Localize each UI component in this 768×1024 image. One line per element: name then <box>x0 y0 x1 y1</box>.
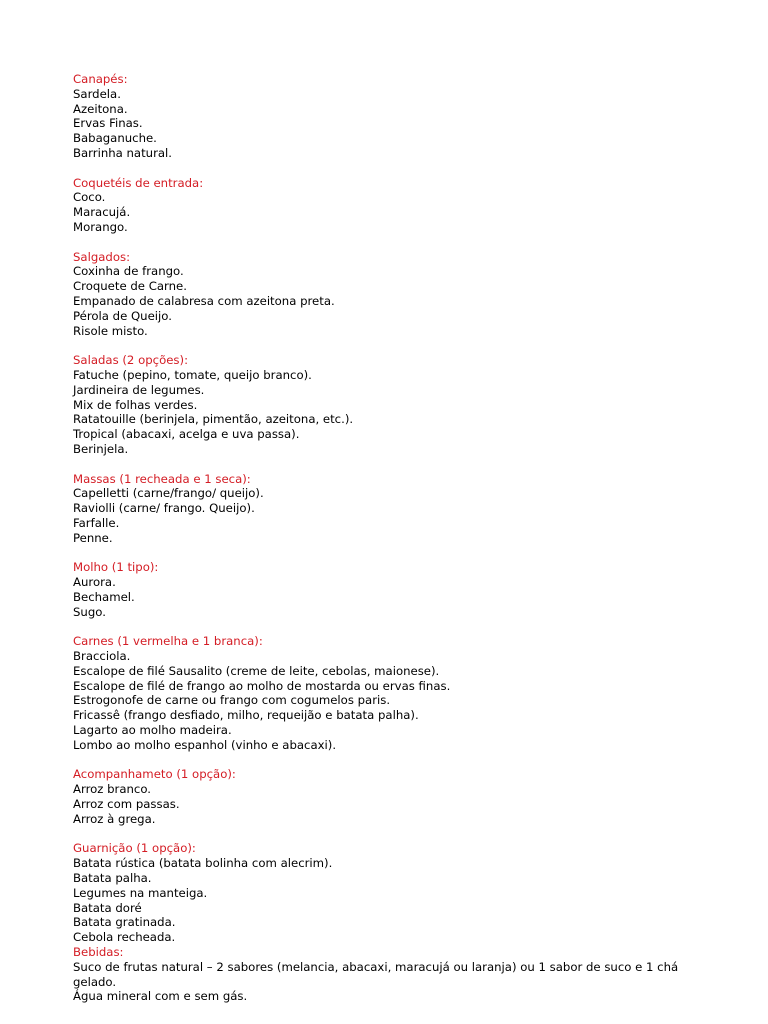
menu-item: Farfalle. <box>73 515 120 530</box>
menu-item: Bechamel. <box>73 589 135 604</box>
menu-item: Coxinha de frango. <box>73 264 184 279</box>
menu-item: Morango. <box>73 219 128 234</box>
menu-item: Arroz à grega. <box>73 811 156 826</box>
menu-section <box>73 634 703 752</box>
menu-item: Batata palha. <box>73 871 152 886</box>
menu-item: Jardineira de legumes. <box>73 382 205 397</box>
section-heading: Canapés: <box>73 72 128 86</box>
menu-item: Estrogonofe de carne ou frango com cogumelos paris. <box>73 693 391 708</box>
menu-section <box>73 472 703 546</box>
menu-item: Raviolli (carne/ frango. Queijo). <box>73 501 255 516</box>
menu-item: Babaganuche. <box>73 131 157 146</box>
menu-item: Ervas Finas. <box>73 116 143 131</box>
menu-item: Empanado de calabresa com azeitona preta. <box>73 293 335 308</box>
menu-section <box>73 176 703 235</box>
menu-item: Croquete de Carne. <box>73 279 187 294</box>
section-heading: Guarnição (1 opção): <box>73 841 196 856</box>
menu-item: Sardela. <box>73 86 121 101</box>
menu-item: Arroz branco. <box>73 782 152 797</box>
menu-section <box>73 767 703 826</box>
menu-item: Lombo ao molho espanhol (vinho e abacaxi). <box>73 737 337 752</box>
menu-item: Barrinha natural. <box>73 145 173 160</box>
menu-item: Escalope de filé de frango ao molho de mostarda ou ervas finas. <box>73 678 451 693</box>
section-heading: Carnes (1 vermelha e 1 branca): <box>73 634 263 649</box>
section-heading: Coquetéis de entrada: <box>73 175 204 190</box>
menu-item: Berinjela. <box>73 441 129 456</box>
section-heading: Bebidas: <box>73 945 124 960</box>
menu-item: Arroz com passas. <box>73 797 180 812</box>
menu-document <box>73 72 703 1004</box>
menu-section <box>73 841 703 945</box>
menu-item: Tropical (abacaxi, acelga e uva passa). <box>73 427 300 442</box>
menu-item: Ratatouille (berinjela, pimentão, azeitona, etc.). <box>73 412 354 427</box>
menu-section <box>73 353 703 457</box>
menu-item: Risole misto. <box>73 323 148 338</box>
menu-section <box>73 945 703 1004</box>
menu-section <box>73 72 703 161</box>
menu-item: Capelletti (carne/frango/ queijo). <box>73 486 264 501</box>
menu-item: Azeitona. <box>73 101 128 116</box>
menu-item: Batata doré <box>73 900 142 915</box>
menu-item: Batata gratinada. <box>73 915 176 930</box>
section-heading: Molho (1 tipo): <box>73 560 159 575</box>
section-heading: Salgados: <box>73 249 131 264</box>
menu-item: Batata rústica (batata bolinha com alecrim). <box>73 856 333 871</box>
section-heading: Massas (1 recheada e 1 seca): <box>73 471 251 486</box>
menu-item: Sugo. <box>73 604 106 619</box>
menu-item: Coco. <box>73 190 106 205</box>
section-heading: Saladas (2 opções): <box>73 353 189 368</box>
menu-item: Cebola recheada. <box>73 930 176 945</box>
menu-item: Maracujá. <box>73 205 131 220</box>
menu-item: Fatuche (pepino, tomate, queijo branco). <box>73 367 312 382</box>
menu-section <box>73 560 703 619</box>
menu-item: Água mineral com e sem gás. <box>73 989 248 1004</box>
section-heading: Acompanhameto (1 opção): <box>73 767 236 782</box>
menu-item: Aurora. <box>73 575 116 590</box>
menu-item: Penne. <box>73 530 113 545</box>
menu-item: Bracciola. <box>73 649 131 664</box>
menu-item: Mix de folhas verdes. <box>73 397 198 412</box>
menu-section <box>73 250 703 339</box>
menu-item: Escalope de filé Sausalito (creme de leite, cebolas, maionese). <box>73 663 440 678</box>
menu-item: Pérola de Queijo. <box>73 308 172 323</box>
menu-item: Fricassê (frango desfiado, milho, requeijão e batata palha). <box>73 708 419 723</box>
menu-item: Suco de frutas natural – 2 sabores (melancia, abacaxi, maracujá ou laranja) ou 1 sabor de suco e 1 chá gelado. <box>73 959 679 989</box>
menu-item: Lagarto ao molho madeira. <box>73 723 232 738</box>
menu-item: Legumes na manteiga. <box>73 885 208 900</box>
